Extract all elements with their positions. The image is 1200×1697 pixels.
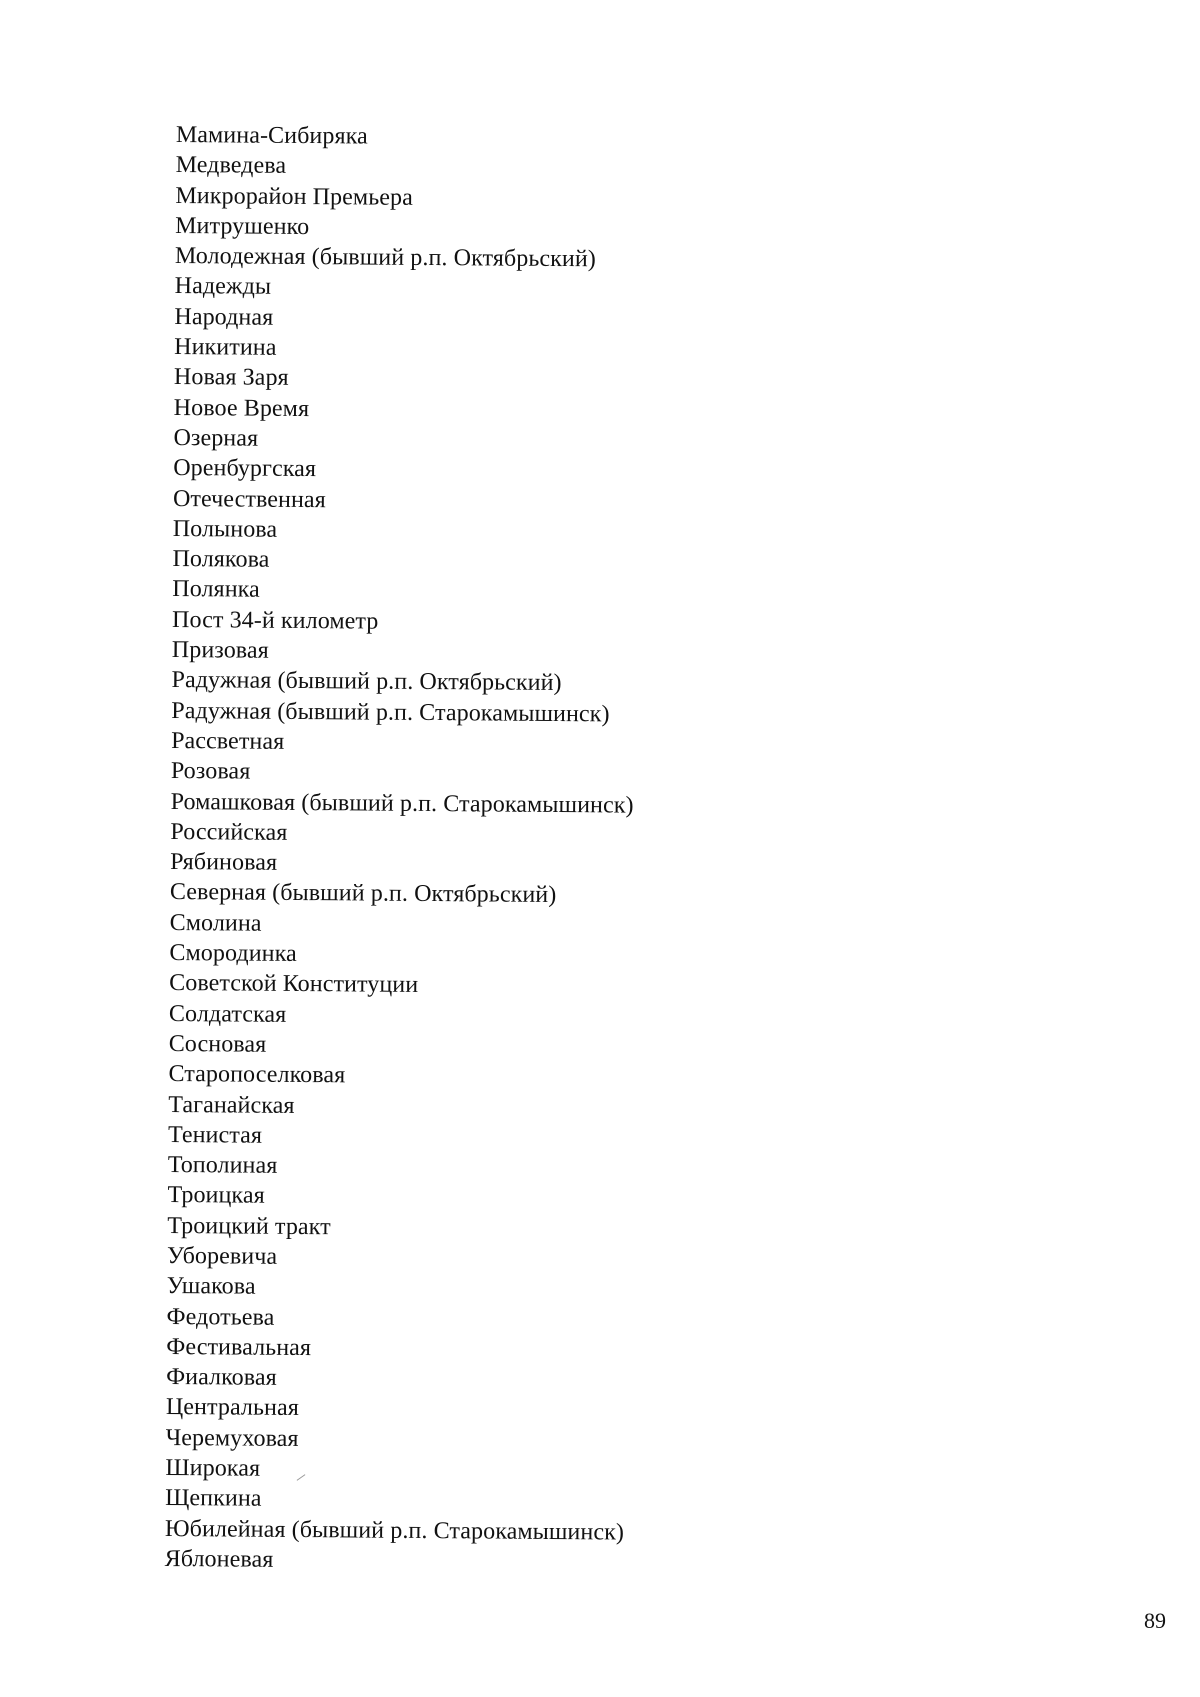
list-item: Уборевича <box>166 1242 278 1270</box>
list-item: Полякова <box>172 546 270 573</box>
list-item: Черемуховая <box>165 1424 299 1452</box>
list-item: Оренбургская <box>173 455 317 483</box>
list-item: Центральная <box>165 1394 300 1422</box>
list-item: Ромашковая (бывший р.п. Старокамышинск) <box>170 788 634 819</box>
list-item: Митрушенко <box>175 212 310 240</box>
list-item: Старопоселковая <box>168 1061 346 1089</box>
list-item: Озерная <box>173 424 259 452</box>
list-item: Советской Конституции <box>169 970 419 999</box>
list-item: Призовая <box>171 637 269 664</box>
list-item: Рассветная <box>171 727 285 755</box>
list-item: Тополиная <box>167 1152 278 1179</box>
list-item: Щепкина <box>165 1485 262 1513</box>
list-item: Троицкий тракт <box>167 1212 331 1240</box>
list-item: Полянка <box>172 576 260 604</box>
list-item: Надежды <box>174 273 272 301</box>
list-item: Радужная (бывший р.п. Старокамышинск) <box>171 697 610 728</box>
list-item: Тенистая <box>167 1121 263 1149</box>
list-item: Смородинка <box>169 939 297 967</box>
list-item: Мамина-Сибиряка <box>175 121 368 150</box>
list-item: Микрорайон Премьера <box>175 182 414 211</box>
page-number: 89 <box>1144 1608 1166 1633</box>
list-item: Молодежная (бывший р.п. Октябрьский) <box>174 243 597 273</box>
list-item: Отечественная <box>172 485 326 513</box>
list-item: Радужная (бывший р.п. Октябрьский) <box>171 667 562 697</box>
list-item: Российская <box>170 818 288 846</box>
list-item: Медведева <box>175 152 287 180</box>
list-item: Яблоневая <box>164 1545 274 1573</box>
list-item: Пост 34-й километр <box>171 606 379 635</box>
list-item: Солдатская <box>168 1000 287 1028</box>
list-item: Рябиновая <box>170 849 278 876</box>
list-item: Фестивальная <box>166 1333 312 1361</box>
list-item: Федотьева <box>166 1303 275 1331</box>
list-item: Ушакова <box>166 1273 256 1300</box>
list-item: Никитина <box>174 334 277 361</box>
list-item: Широкая <box>165 1455 261 1482</box>
list-item: Новая Заря <box>173 364 289 392</box>
list-item: Сосновая <box>168 1030 267 1058</box>
list-item: Народная <box>174 303 274 331</box>
list-item: Новое Время <box>173 394 310 422</box>
list-item: Северная (бывший р.п. Октябрьский) <box>169 879 557 909</box>
list-item: Фиалковая <box>166 1364 277 1392</box>
list-item: Полынова <box>172 515 278 543</box>
street-list <box>165 120 639 1578</box>
list-item: Розовая <box>170 758 251 785</box>
list-item: Смолина <box>169 909 262 937</box>
list-item: Юбилейная (бывший р.п. Старокамышинск) <box>164 1515 625 1546</box>
list-item: Троицкая <box>167 1182 265 1210</box>
list-item: Таганайская <box>168 1091 295 1119</box>
